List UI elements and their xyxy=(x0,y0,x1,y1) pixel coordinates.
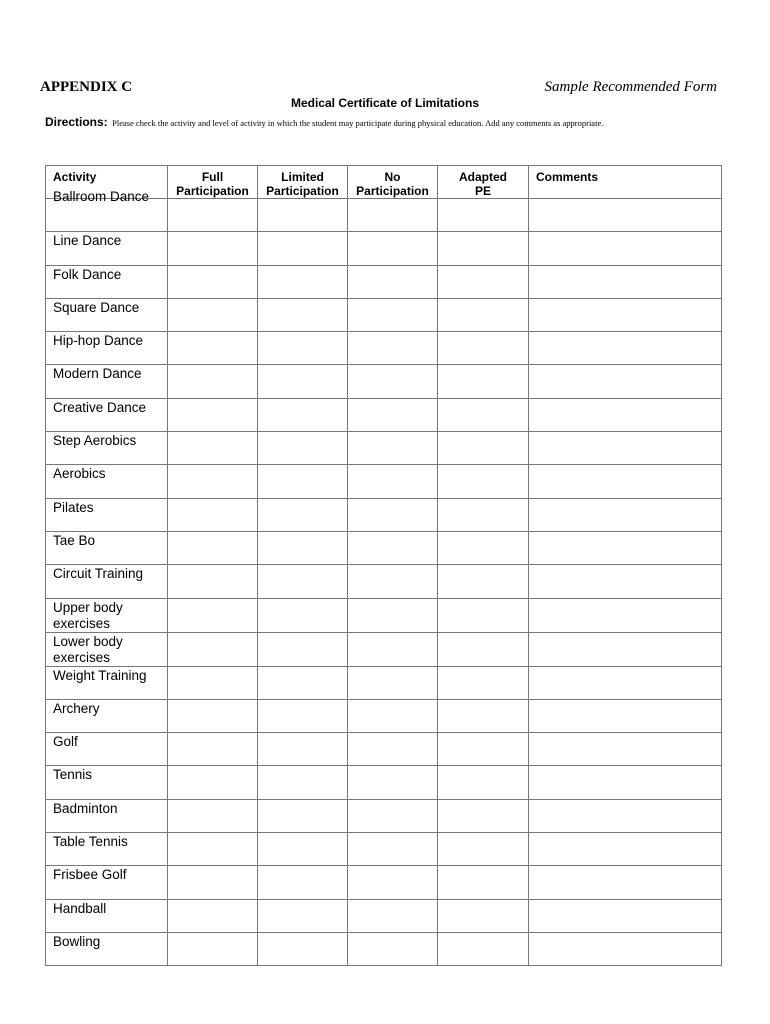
adapted-pe-cell[interactable] xyxy=(438,799,529,832)
activity-label: Table Tennis xyxy=(53,834,128,850)
activity-label: Badminton xyxy=(53,800,118,816)
comments-cell[interactable] xyxy=(529,565,722,598)
table-row xyxy=(46,766,722,799)
activity-cell xyxy=(46,265,168,298)
table-row xyxy=(46,899,722,932)
table-row xyxy=(46,398,722,431)
no-participation-cell[interactable] xyxy=(348,565,438,598)
full-participation-cell[interactable] xyxy=(168,799,258,832)
activity-cell xyxy=(46,833,168,866)
comments-cell[interactable] xyxy=(529,365,722,398)
adapted-pe-cell[interactable] xyxy=(438,899,529,932)
table-row xyxy=(46,465,722,498)
activity-cell xyxy=(46,899,168,932)
full-participation-cell[interactable] xyxy=(168,733,258,766)
comments-cell[interactable] xyxy=(529,766,722,799)
limited-participation-cell[interactable] xyxy=(258,498,348,531)
adapted-pe-cell[interactable] xyxy=(438,498,529,531)
full-participation-cell[interactable] xyxy=(168,598,258,632)
activity-cell xyxy=(46,932,168,965)
limited-participation-cell[interactable] xyxy=(258,932,348,965)
table-row xyxy=(46,799,722,832)
no-participation-cell[interactable] xyxy=(348,398,438,431)
activity-label: Aerobics xyxy=(53,466,106,482)
no-participation-cell[interactable] xyxy=(348,232,438,265)
appendix-label: APPENDIX C xyxy=(40,79,133,95)
no-participation-cell[interactable] xyxy=(348,498,438,531)
table-row xyxy=(46,932,722,965)
comments-cell[interactable] xyxy=(529,531,722,564)
activity-cell xyxy=(46,799,168,832)
activity-label: Weight Training xyxy=(53,667,147,683)
no-participation-cell[interactable] xyxy=(348,632,438,666)
activity-label: Frisbee Golf xyxy=(53,867,127,883)
table-row xyxy=(46,699,722,732)
column-header-no-line2: Participation xyxy=(356,184,429,198)
column-header-full-participation xyxy=(168,166,258,199)
activity-cell xyxy=(46,632,168,666)
activity-cell xyxy=(46,332,168,365)
limited-participation-cell[interactable] xyxy=(258,199,348,232)
full-participation-cell[interactable] xyxy=(168,899,258,932)
no-participation-cell[interactable] xyxy=(348,598,438,632)
activity-cell xyxy=(46,531,168,564)
comments-cell[interactable] xyxy=(529,866,722,899)
activity-cell xyxy=(46,866,168,899)
column-header-no-participation xyxy=(348,166,438,199)
no-participation-cell[interactable] xyxy=(348,298,438,331)
adapted-pe-cell[interactable] xyxy=(438,866,529,899)
table-row xyxy=(46,199,722,232)
table-row xyxy=(46,365,722,398)
activity-label: Tae Bo xyxy=(53,532,96,548)
no-participation-cell[interactable] xyxy=(348,432,438,465)
activity-label: Creative Dance xyxy=(53,399,147,415)
adapted-pe-cell[interactable] xyxy=(438,932,529,965)
comments-cell[interactable] xyxy=(529,265,722,298)
comments-cell[interactable] xyxy=(529,498,722,531)
full-participation-cell[interactable] xyxy=(168,365,258,398)
full-participation-cell[interactable] xyxy=(168,398,258,431)
activity-cell xyxy=(46,733,168,766)
adapted-pe-cell[interactable] xyxy=(438,232,529,265)
table-row xyxy=(46,565,722,598)
no-participation-cell[interactable] xyxy=(348,265,438,298)
limitations-table xyxy=(45,165,722,966)
table-row xyxy=(46,866,722,899)
table-row xyxy=(46,598,722,632)
limited-participation-cell[interactable] xyxy=(258,432,348,465)
column-header-adapted-pe xyxy=(438,166,529,199)
comments-cell[interactable] xyxy=(529,833,722,866)
full-participation-cell[interactable] xyxy=(168,498,258,531)
adapted-pe-cell[interactable] xyxy=(438,365,529,398)
table-row xyxy=(46,432,722,465)
table-row xyxy=(46,232,722,265)
column-header-limited-participation xyxy=(258,166,348,199)
full-participation-cell[interactable] xyxy=(168,265,258,298)
table-row xyxy=(46,733,722,766)
activity-label: Hip-hop Dance xyxy=(53,333,144,349)
full-participation-cell[interactable] xyxy=(168,531,258,564)
full-participation-cell[interactable] xyxy=(168,766,258,799)
adapted-pe-cell[interactable] xyxy=(438,598,529,632)
limited-participation-cell[interactable] xyxy=(258,332,348,365)
limited-participation-cell[interactable] xyxy=(258,632,348,666)
adapted-pe-cell[interactable] xyxy=(438,531,529,564)
column-header-limited-line2: Participation xyxy=(266,184,339,198)
limited-participation-cell[interactable] xyxy=(258,766,348,799)
adapted-pe-cell[interactable] xyxy=(438,332,529,365)
full-participation-cell[interactable] xyxy=(168,833,258,866)
no-participation-cell[interactable] xyxy=(348,833,438,866)
limited-participation-cell[interactable] xyxy=(258,833,348,866)
sample-form-label: Sample Recommended Form xyxy=(544,79,717,95)
adapted-pe-cell[interactable] xyxy=(438,733,529,766)
activity-label: Ballroom Dance xyxy=(53,189,150,204)
comments-cell[interactable] xyxy=(529,598,722,632)
adapted-pe-cell[interactable] xyxy=(438,699,529,732)
limited-participation-cell[interactable] xyxy=(258,733,348,766)
limited-participation-cell[interactable] xyxy=(258,298,348,331)
full-participation-cell[interactable] xyxy=(168,632,258,666)
adapted-pe-cell[interactable] xyxy=(438,766,529,799)
no-participation-cell[interactable] xyxy=(348,733,438,766)
activity-label: Square Dance xyxy=(53,299,140,315)
table-row xyxy=(46,265,722,298)
no-participation-cell[interactable] xyxy=(348,699,438,732)
comments-cell[interactable] xyxy=(529,632,722,666)
comments-cell[interactable] xyxy=(529,398,722,431)
comments-cell[interactable] xyxy=(529,899,722,932)
column-header-full-line1: Full xyxy=(201,170,224,184)
adapted-pe-cell[interactable] xyxy=(438,632,529,666)
activity-cell xyxy=(46,565,168,598)
full-participation-cell[interactable] xyxy=(168,199,258,232)
comments-cell[interactable] xyxy=(529,465,722,498)
table-row xyxy=(46,298,722,331)
activity-cell xyxy=(46,432,168,465)
full-participation-cell[interactable] xyxy=(168,465,258,498)
adapted-pe-cell[interactable] xyxy=(438,265,529,298)
activity-label: Line Dance xyxy=(53,233,122,249)
activity-label: Archery xyxy=(53,700,100,716)
activity-cell xyxy=(46,666,168,699)
full-participation-cell[interactable] xyxy=(168,932,258,965)
comments-cell[interactable] xyxy=(529,199,722,232)
full-participation-cell[interactable] xyxy=(168,232,258,265)
comments-cell[interactable] xyxy=(529,733,722,766)
comments-cell[interactable] xyxy=(529,799,722,832)
column-header-activity-label: Activity xyxy=(53,170,97,184)
limited-participation-cell[interactable] xyxy=(258,398,348,431)
full-participation-cell[interactable] xyxy=(168,432,258,465)
no-participation-cell[interactable] xyxy=(348,332,438,365)
full-participation-cell[interactable] xyxy=(168,666,258,699)
adapted-pe-cell[interactable] xyxy=(438,666,529,699)
form-title: Medical Certificate of Limitations xyxy=(290,96,480,110)
directions xyxy=(45,113,603,131)
adapted-pe-cell[interactable] xyxy=(438,565,529,598)
limited-participation-cell[interactable] xyxy=(258,232,348,265)
adapted-pe-cell[interactable] xyxy=(438,199,529,232)
activity-cell xyxy=(46,699,168,732)
comments-cell[interactable] xyxy=(529,232,722,265)
table-row xyxy=(46,833,722,866)
limited-participation-cell[interactable] xyxy=(258,866,348,899)
activity-cell xyxy=(46,365,168,398)
full-participation-cell[interactable] xyxy=(168,298,258,331)
limited-participation-cell[interactable] xyxy=(258,565,348,598)
limited-participation-cell[interactable] xyxy=(258,365,348,398)
directions-text: Please check the activity and level of activity in which the student may participate during physical education. Add any comments as appropriate. xyxy=(112,118,604,128)
limited-participation-cell[interactable] xyxy=(258,531,348,564)
no-participation-cell[interactable] xyxy=(348,199,438,232)
no-participation-cell[interactable] xyxy=(348,866,438,899)
activity-label: Bowling xyxy=(53,933,101,949)
adapted-pe-cell[interactable] xyxy=(438,398,529,431)
table-row xyxy=(46,666,722,699)
activity-label: Tennis xyxy=(53,767,93,783)
adapted-pe-cell[interactable] xyxy=(438,298,529,331)
activity-label: Step Aerobics xyxy=(53,433,137,449)
full-participation-cell[interactable] xyxy=(168,565,258,598)
activity-label: Folk Dance xyxy=(53,266,122,282)
limited-participation-cell[interactable] xyxy=(258,265,348,298)
column-header-full-line2: Participation xyxy=(176,184,249,198)
column-header-comments xyxy=(529,166,722,199)
activity-cell xyxy=(46,189,168,232)
adapted-pe-cell[interactable] xyxy=(438,432,529,465)
table-row xyxy=(46,498,722,531)
activity-label: Pilates xyxy=(53,499,94,515)
no-participation-cell[interactable] xyxy=(348,531,438,564)
comments-cell[interactable] xyxy=(529,932,722,965)
activity-cell xyxy=(46,598,168,632)
activity-cell xyxy=(46,298,168,331)
adapted-pe-cell[interactable] xyxy=(438,465,529,498)
column-header-limited-line1: Limited xyxy=(281,170,324,184)
no-participation-cell[interactable] xyxy=(348,899,438,932)
activity-label: Handball xyxy=(53,900,107,916)
activity-label: Lower body exercises xyxy=(53,633,123,665)
limited-participation-cell[interactable] xyxy=(258,699,348,732)
activity-cell xyxy=(46,498,168,531)
no-participation-cell[interactable] xyxy=(348,666,438,699)
column-header-adapted-line1: Adapted xyxy=(459,170,507,184)
directions-label: Directions: xyxy=(45,115,108,129)
no-participation-cell[interactable] xyxy=(348,365,438,398)
limited-participation-cell[interactable] xyxy=(258,666,348,699)
no-participation-cell[interactable] xyxy=(348,799,438,832)
table-row xyxy=(46,332,722,365)
table-row xyxy=(46,632,722,666)
comments-cell[interactable] xyxy=(529,666,722,699)
activity-label: Golf xyxy=(53,734,78,750)
limited-participation-cell[interactable] xyxy=(258,799,348,832)
comments-cell[interactable] xyxy=(529,332,722,365)
table-row xyxy=(46,531,722,564)
limited-participation-cell[interactable] xyxy=(258,598,348,632)
column-header-adapted-line2: PE xyxy=(474,184,491,198)
activity-label: Upper body exercises xyxy=(53,599,123,631)
activity-cell xyxy=(46,232,168,265)
column-header-no-line1: No xyxy=(384,170,401,184)
column-header-comments-label: Comments xyxy=(536,170,599,184)
full-participation-cell[interactable] xyxy=(168,699,258,732)
activity-cell xyxy=(46,398,168,431)
limited-participation-cell[interactable] xyxy=(258,899,348,932)
comments-cell[interactable] xyxy=(529,298,722,331)
activity-label: Modern Dance xyxy=(53,366,142,382)
full-participation-cell[interactable] xyxy=(168,866,258,899)
activity-cell xyxy=(46,766,168,799)
adapted-pe-cell[interactable] xyxy=(438,833,529,866)
limited-participation-cell[interactable] xyxy=(258,465,348,498)
full-participation-cell[interactable] xyxy=(168,332,258,365)
activity-label: Circuit Training xyxy=(53,566,144,582)
activity-cell xyxy=(46,465,168,498)
comments-cell[interactable] xyxy=(529,432,722,465)
no-participation-cell[interactable] xyxy=(348,932,438,965)
no-participation-cell[interactable] xyxy=(348,465,438,498)
comments-cell[interactable] xyxy=(529,699,722,732)
no-participation-cell[interactable] xyxy=(348,766,438,799)
